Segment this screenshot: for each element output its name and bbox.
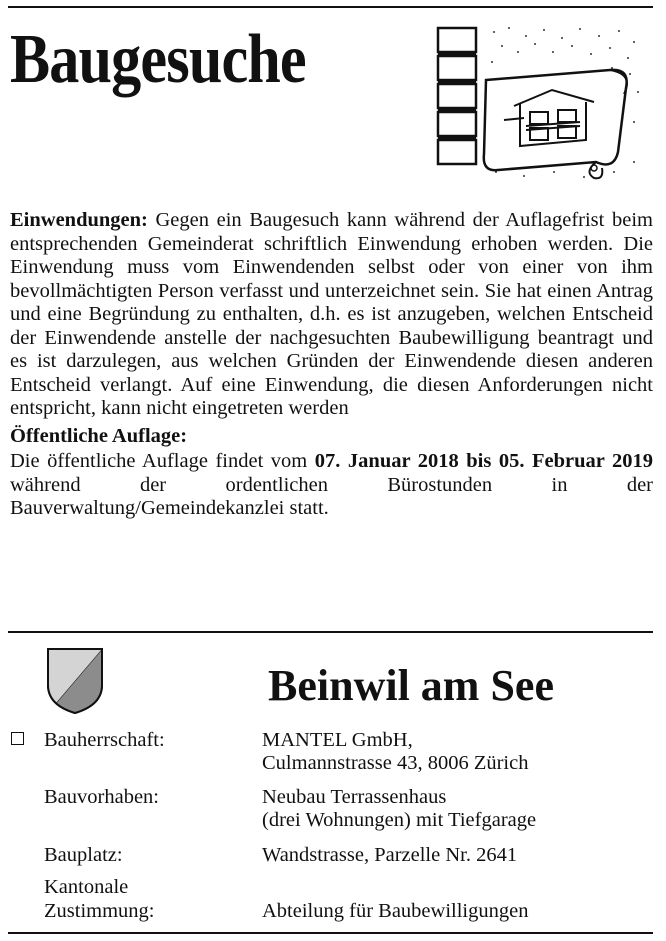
project-line2: (drei Wohnungen) mit Tiefgarage [262,809,537,831]
notice-body [10,209,653,521]
public-display-paragraph [10,450,653,521]
objections-label: Einwendungen: [10,209,148,231]
top-rule [8,6,653,8]
cantonal-label-line2: Zustimmung: [44,900,155,922]
public-display-post: während der ordentlichen Bürostunden in der Bauverwaltung/Gemeindekanzlei statt. [10,473,653,519]
public-display-heading: Öffentliche Auflage: [10,424,188,447]
bottom-rule [8,932,653,934]
public-display-pre: Die öffentliche Auflage findet vom [10,450,315,472]
middle-rule [8,631,653,633]
site-label: Bauplatz: [44,844,123,866]
owner-line1: MANTEL GmbH, [262,729,413,751]
cantonal-value: Abteilung für Baubewilligungen [262,900,529,922]
cantonal-label-line1: Kantonale [44,876,129,898]
house-plan-illustration-icon [434,22,644,182]
municipality-name: Beinwil am See [268,661,554,710]
site-value: Wandstrasse, Parzelle Nr. 2641 [262,844,518,866]
application-checkbox[interactable] [11,732,24,745]
owner-label: Bauherrschaft: [44,729,165,751]
page-title: Baugesuche [10,21,306,98]
project-label: Bauvorhaben: [44,786,159,808]
owner-line2: Culmannstrasse 43, 8006 Zürich [262,752,529,774]
coat-of-arms-icon [46,645,104,715]
project-line1: Neubau Terrassenhaus [262,786,447,808]
public-display-dates: 07. Januar 2018 bis 05. Februar 2019 [314,450,654,472]
objections-paragraph [10,209,653,421]
objections-text: Gegen ein Baugesuch kann während der Auflagefrist beim entsprechenden Gemeinderat schriftlich Einwendung erhoben werden. Die Einwendung muss vom Einwendenden selbst oder von einer von ihm bevollmächtigten Person verfasst und unterzeichnet sein. Sie hat einen Antrag und eine Begründung zu enthalten, d.h. es ist anzugeben, welchen Entscheid der Einwendende anstelle der nachgesuchten Baubewilligung beantragt und es ist darzulegen, aus welchen Gründen der Einwendende diesen anderen Entscheid verlangt. Auf eine Einwendung, die diesen Anforderungen nicht entspricht, kann nicht eingetreten werden [10,209,653,419]
